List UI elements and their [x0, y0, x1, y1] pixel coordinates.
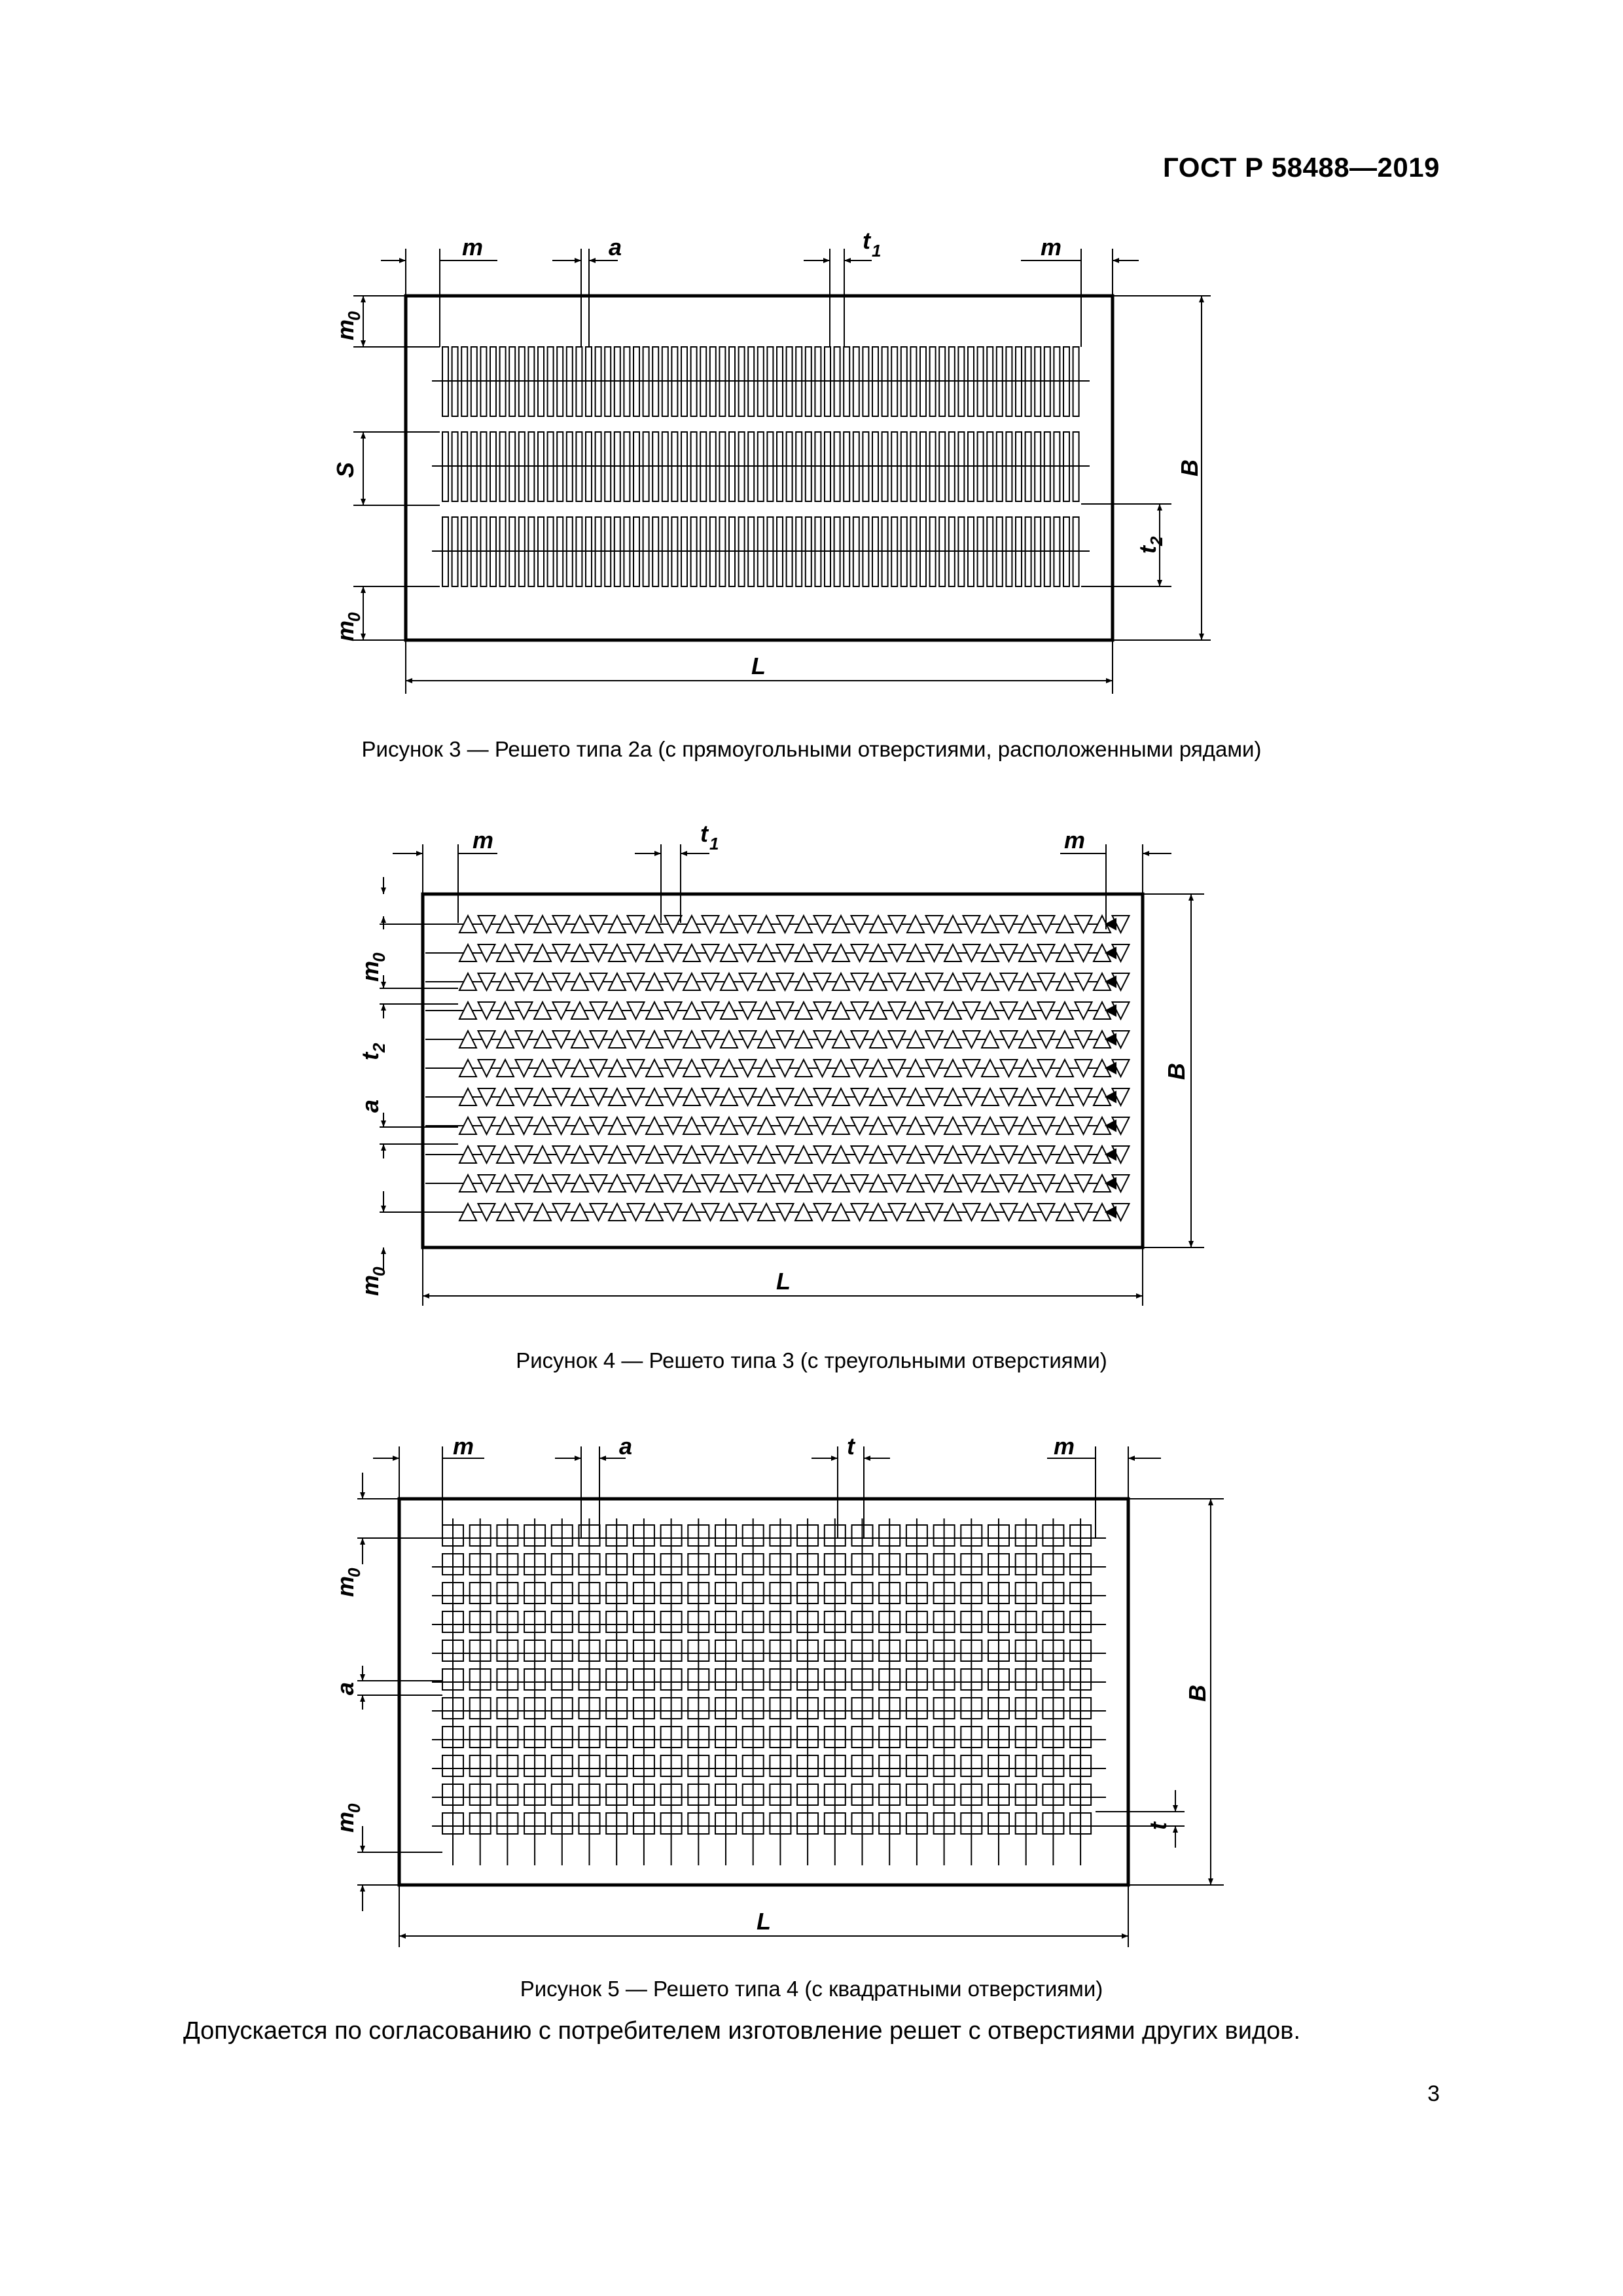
- dim-s: S: [332, 461, 359, 478]
- dim-t2: t: [357, 1052, 383, 1060]
- svg-text:0: 0: [369, 952, 389, 962]
- dim-t-right: t: [1145, 1822, 1171, 1830]
- dim-m0-top: m: [357, 960, 383, 982]
- document-id: ГОСТ Р 58488—2019: [1163, 152, 1440, 183]
- page-number: 3: [1427, 2081, 1440, 2106]
- svg-text:0: 0: [369, 1266, 389, 1276]
- body-note: Допускается по согласованию с потребителем изготовление решет с отверстиями других видов.: [183, 2017, 1301, 2045]
- figure-3-drawing: [0, 216, 1623, 713]
- dim-m-right: m: [1041, 234, 1062, 260]
- dim-m0-bottom: m: [357, 1274, 383, 1296]
- dim-m0-bottom: m: [332, 620, 359, 641]
- dim-b: B: [1163, 1063, 1190, 1080]
- square-holes: [432, 1518, 1106, 1865]
- dim-m0-bottom: m: [332, 1811, 359, 1833]
- dim-t1: t: [863, 227, 870, 254]
- dim-a: a: [357, 1099, 383, 1113]
- dim-m-left: m: [453, 1433, 474, 1460]
- svg-text:2: 2: [1147, 536, 1166, 546]
- dim-m-left: m: [462, 234, 484, 260]
- svg-text:0: 0: [344, 1568, 364, 1577]
- svg-text:0: 0: [344, 612, 364, 622]
- figure-4-caption: Рисунок 4 — Решето типа 3 (с треугольными отверстиями): [516, 1348, 1107, 1372]
- dim-t2: t: [1134, 546, 1161, 554]
- dim-m-right: m: [1064, 827, 1086, 853]
- svg-text:2: 2: [369, 1043, 389, 1052]
- dim-m-right: m: [1054, 1433, 1075, 1460]
- dim-b: B: [1176, 459, 1203, 476]
- dim-a: a: [619, 1433, 633, 1460]
- figure-3-caption: Рисунок 3 — Решето типа 2а (с прямоугольными отверстиями, расположенными рядами): [361, 737, 1262, 761]
- dim-t1-sub: 1: [872, 241, 882, 260]
- dim-a: a: [609, 234, 622, 260]
- dim-m-left: m: [473, 827, 494, 853]
- dim-b: B: [1184, 1685, 1211, 1702]
- dim-t1-sub: 1: [709, 834, 719, 853]
- figure-4-drawing: [0, 812, 1623, 1322]
- dim-l: L: [751, 653, 766, 679]
- svg-text:0: 0: [344, 1803, 364, 1813]
- dim-a-left: a: [332, 1681, 359, 1695]
- dim-m0-top: m: [332, 1575, 359, 1597]
- dim-t: t: [847, 1433, 855, 1460]
- dim-l: L: [776, 1268, 791, 1295]
- dim-t1: t: [700, 820, 708, 847]
- triangle-holes: [425, 916, 1130, 1221]
- dim-l: L: [757, 1908, 771, 1935]
- slot-rows: [432, 347, 1090, 586]
- dim-m0-top: m: [332, 319, 359, 340]
- figure-5-caption: Рисунок 5 — Решето типа 4 (с квадратными отверстиями): [520, 1977, 1103, 2001]
- svg-text:0: 0: [344, 311, 364, 321]
- figure-5-drawing: [0, 1427, 1623, 1970]
